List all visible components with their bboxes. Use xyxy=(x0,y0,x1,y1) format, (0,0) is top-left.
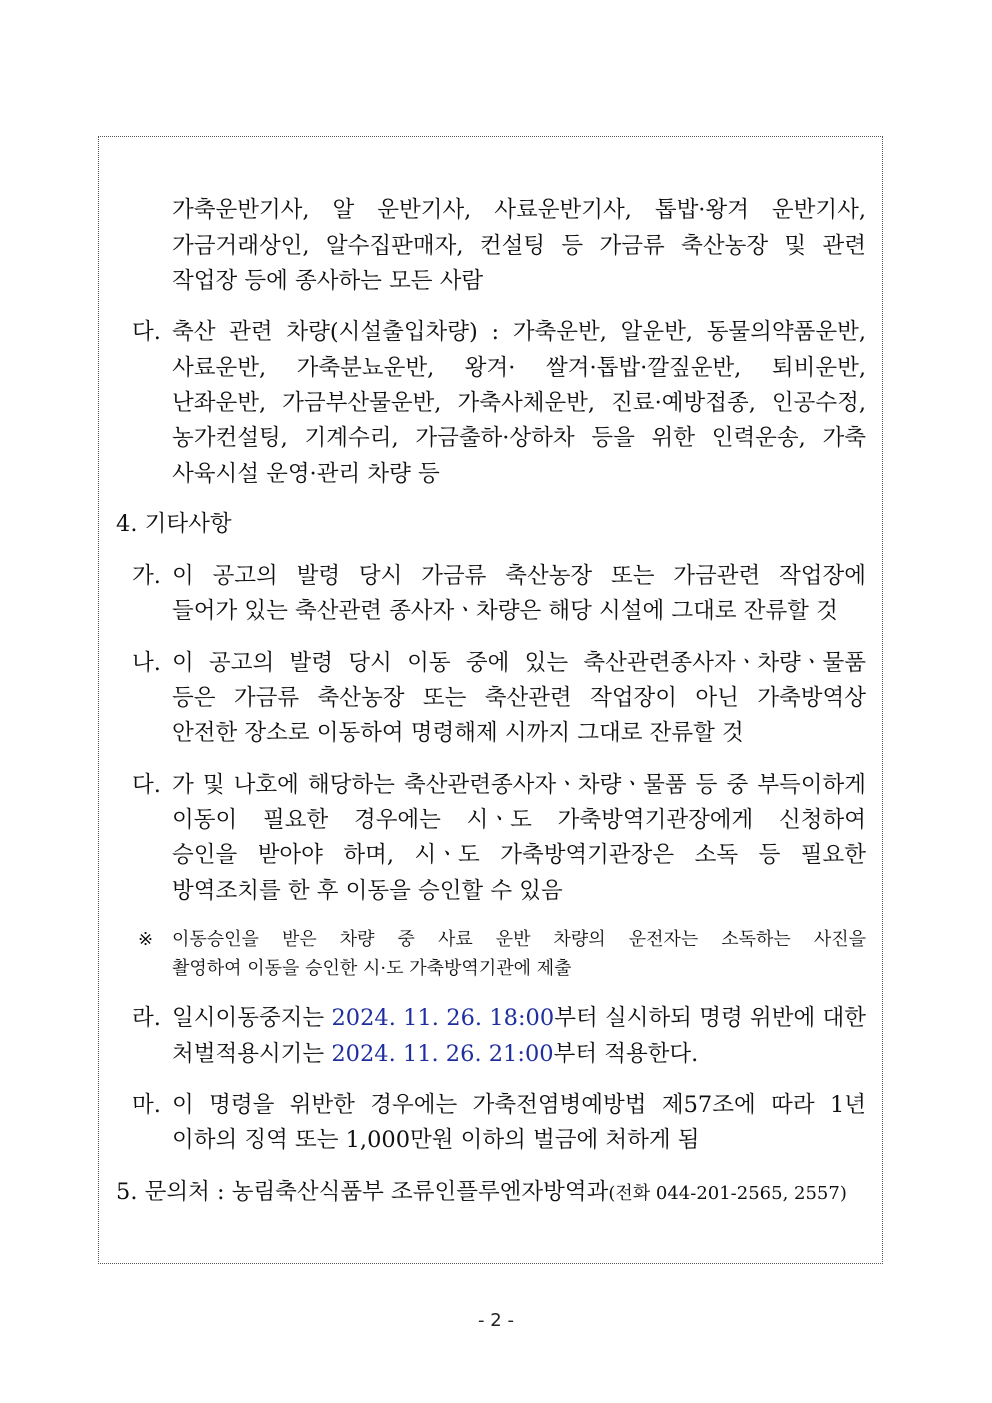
text-segment: 처벌적용시기는 xyxy=(172,1041,332,1067)
text-segment: 일시이동중지는 xyxy=(172,1005,332,1031)
text-line: 가 및 나호에 해당하는 축산관련종사자ㆍ차량ㆍ물품 등 중 부득이하게 xyxy=(172,772,866,798)
text-line: 들어가 있는 축산관련 종사자ㆍ차량은 해당 시설에 그대로 잔류할 것 xyxy=(172,598,838,624)
contact-phone: (전화 044-201-2565, 2557) xyxy=(608,1183,847,1204)
text-line: 이 공고의 발령 당시 가금류 축산농장 또는 가금관련 작업장에 xyxy=(172,563,866,589)
text-line: 사료운반, 가축분뇨운반, 왕겨· 쌀겨·톱밥·깔짚운반, 퇴비운반, xyxy=(172,355,866,381)
item-marker: 마. xyxy=(132,1092,161,1118)
text-line: 사육시설 운영·관리 차량 등 xyxy=(172,461,440,487)
contact-label: 5. 문의처 : 농림축산식품부 조류인플루엔자방역과 xyxy=(116,1179,609,1205)
reference-mark: ※ xyxy=(138,929,154,950)
text-line: 방역조치를 한 후 이동을 승인할 수 있음 xyxy=(172,878,563,904)
text-line: 축산 관련 차량(시설출입차량) : 가축운반, 알운반, 동물의약품운반, xyxy=(172,319,866,345)
text-line: 이하의 징역 또는 1,000만원 이하의 벌금에 처하게 됨 xyxy=(172,1127,700,1153)
text-line: 이 명령을 위반한 경우에는 가축전염병예방법 제57조에 따라 1년 xyxy=(172,1092,866,1118)
item-marker: 나. xyxy=(132,650,161,676)
text-line: 농가컨설팅, 기계수리, 가금출하·상하차 등을 위한 인력운송, 가축 xyxy=(172,425,866,451)
item-marker: 라. xyxy=(132,1005,161,1031)
item-marker: 가. xyxy=(132,563,161,589)
text-line: 가금거래상인, 알수집판매자, 컨설팅 등 가금류 축산농장 및 관련 xyxy=(172,233,866,259)
text-line: 등은 가금류 축산농장 또는 축산관련 작업장이 아닌 가축방역상 xyxy=(172,685,866,711)
text-segment: 부터 적용한다. xyxy=(553,1041,699,1067)
text-line: 촬영하여 이동을 승인한 시·도 가축방역기관에 제출 xyxy=(172,958,572,979)
item-marker: 다. xyxy=(132,772,161,798)
penalty-date: 2024. 11. 26. 21:00 xyxy=(331,1041,554,1067)
text-line: 가축운반기사, 알 운반기사, 사료운반기사, 톱밥·왕겨 운반기사, xyxy=(172,197,866,223)
contact-line xyxy=(116,1175,847,1211)
effective-date: 2024. 11. 26. 18:00 xyxy=(331,1005,555,1031)
text-line: 이동승인을 받은 차량 중 사료 운반 차량의 운전자는 소독하는 사진을 xyxy=(172,929,866,950)
text-segment: 부터 실시하되 명령 위반에 대한 xyxy=(554,1005,866,1031)
text-line: 승인을 받아야 하며, 시ㆍ도 가축방역기관장은 소독 등 필요한 xyxy=(172,842,866,868)
text-line: 난좌운반, 가금부산물운반, 가축사체운반, 진료·예방접종, 인공수정, xyxy=(172,390,866,416)
text-line xyxy=(172,1001,866,1035)
text-line: 안전한 장소로 이동하여 명령해제 시까지 그대로 잔류할 것 xyxy=(172,720,744,746)
text-line: 이 공고의 발령 당시 이동 중에 있는 축산관련종사자ㆍ차량ㆍ물품 xyxy=(172,650,866,676)
text-line xyxy=(172,1037,866,1071)
section-heading-4: 4. 기타사항 xyxy=(116,511,232,537)
item-marker: 다. xyxy=(132,319,161,345)
text-line: 이동이 필요한 경우에는 시ㆍ도 가축방역기관장에게 신청하여 xyxy=(172,807,866,833)
text-line: 작업장 등에 종사하는 모든 사람 xyxy=(172,268,484,294)
page-number: - 2 - xyxy=(478,1310,514,1331)
